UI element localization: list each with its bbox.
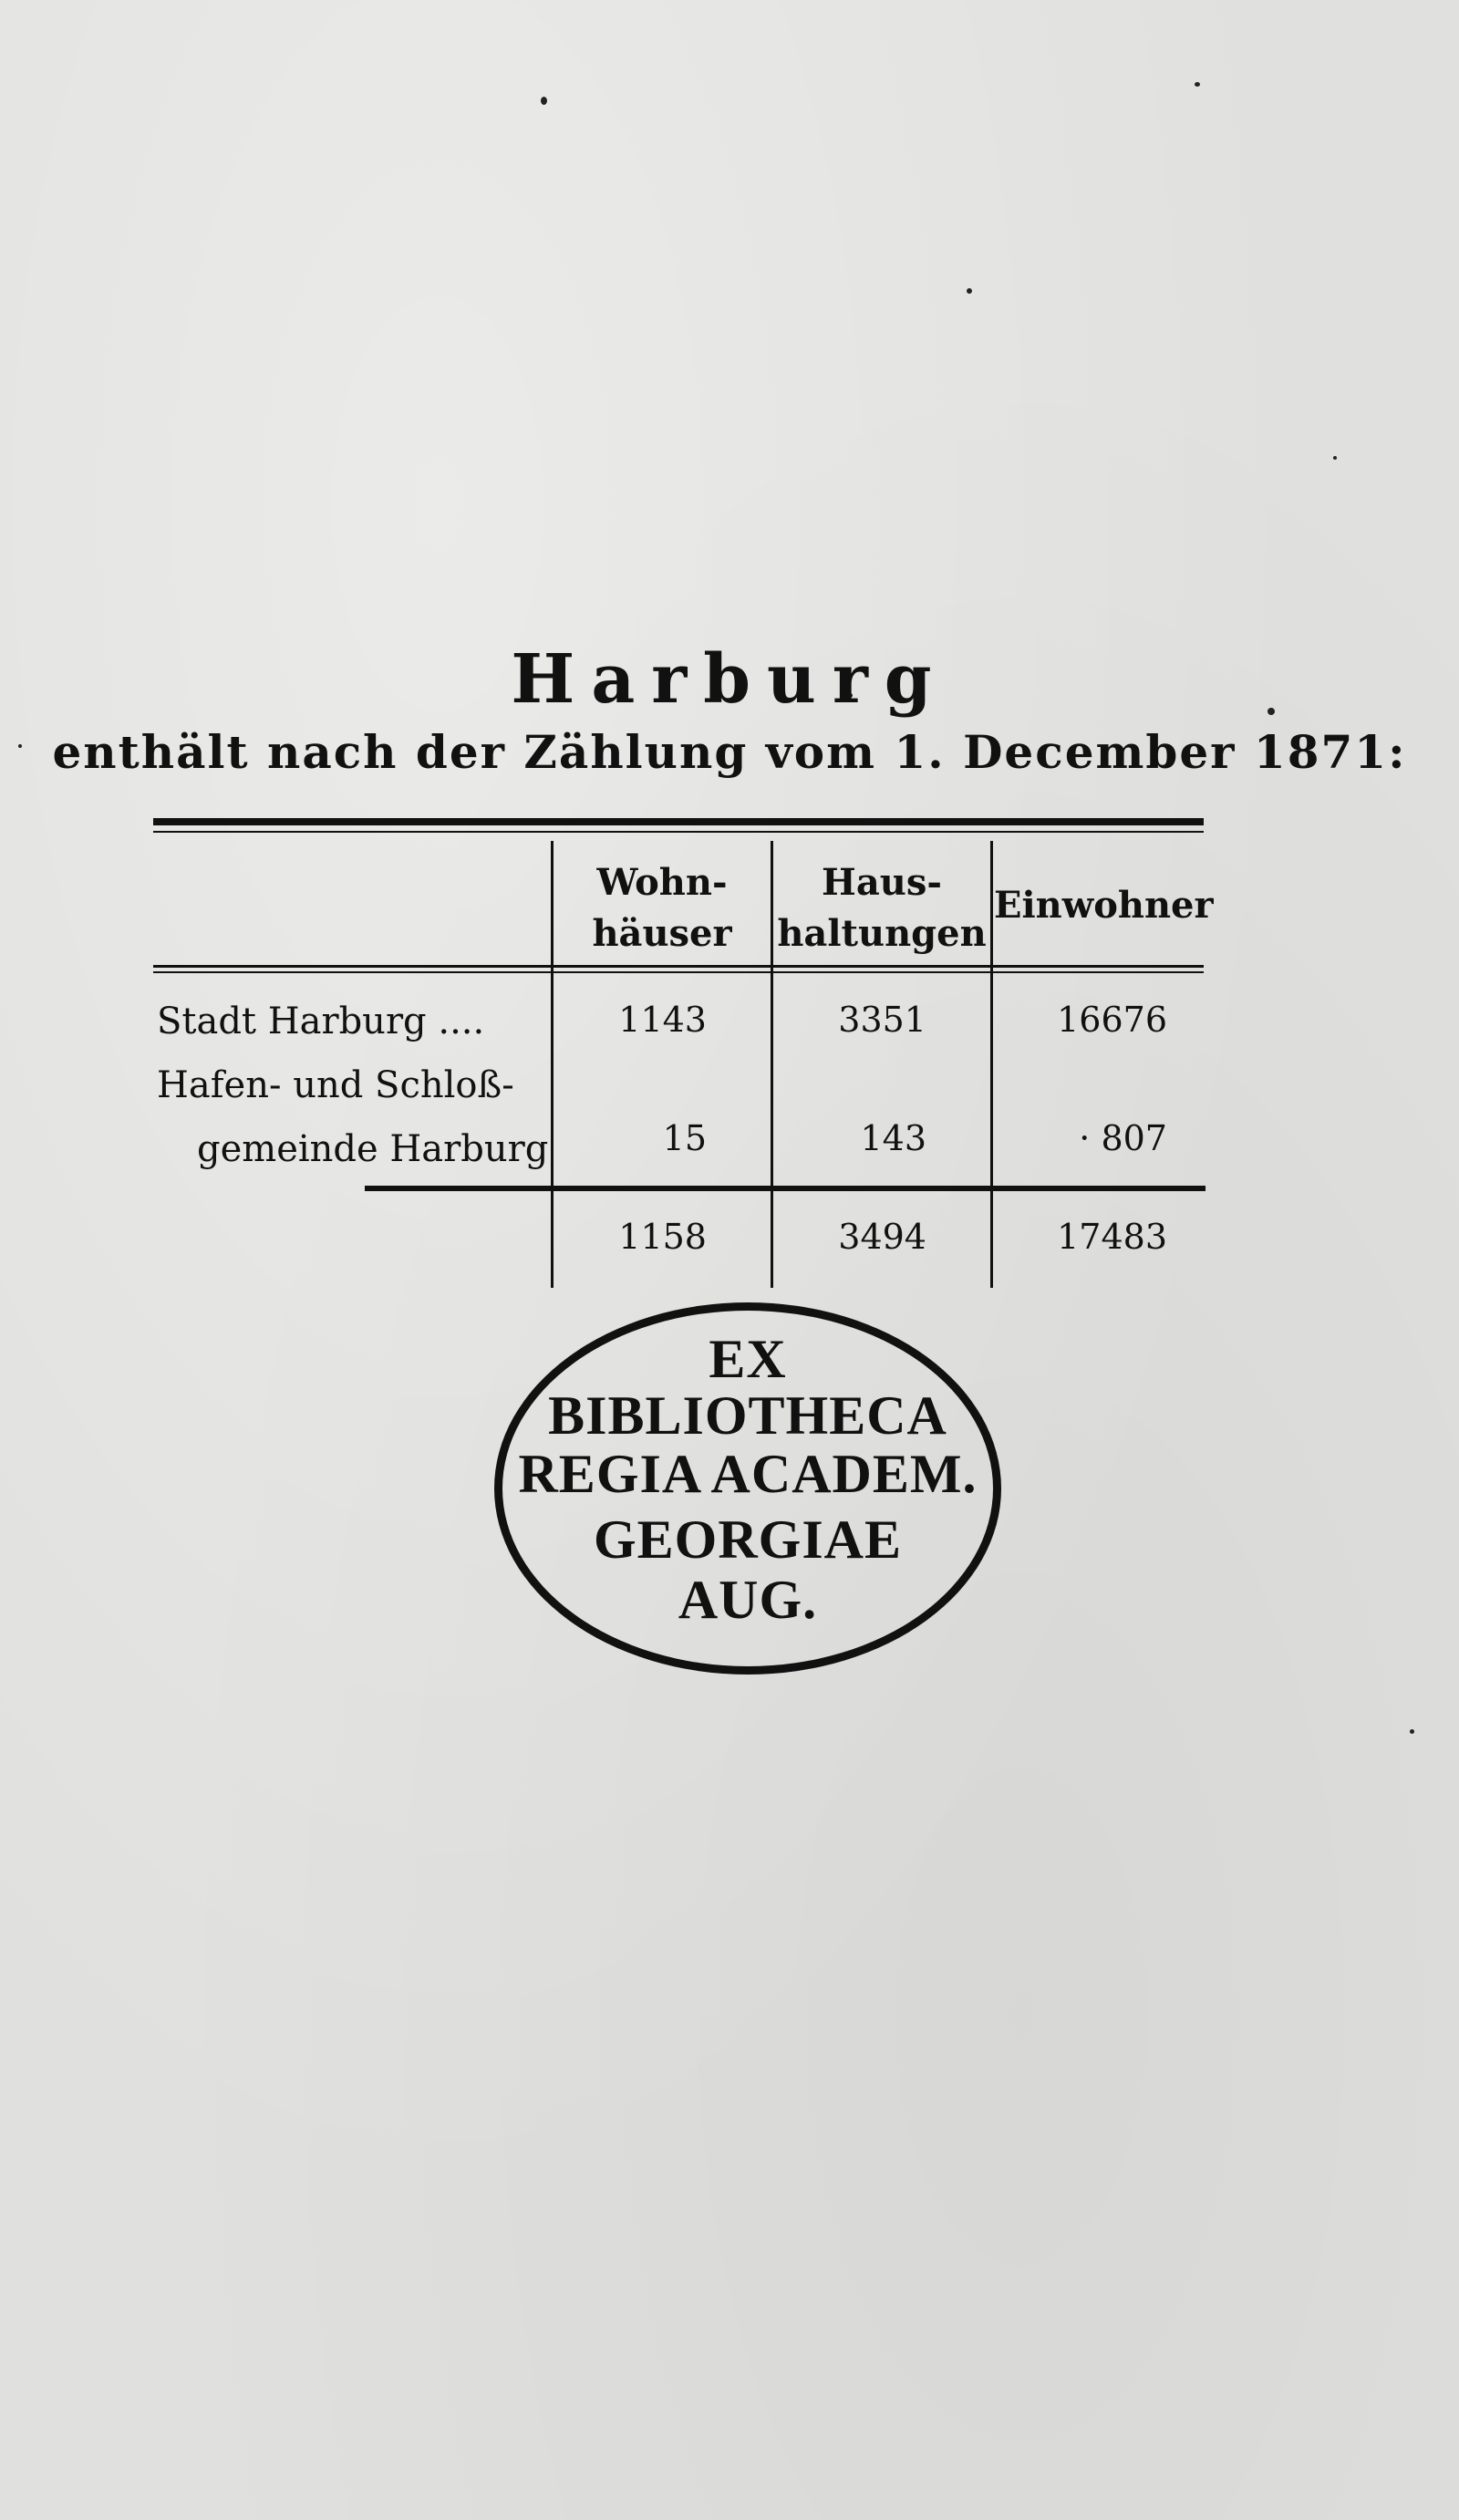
header-wohnhaeuser [556, 857, 768, 959]
header-line: häuser [592, 912, 732, 955]
table-cell: · 807 [1079, 1118, 1167, 1158]
scan-speck [967, 288, 972, 294]
totals-rule [365, 1186, 1205, 1191]
column-divider [551, 841, 554, 1288]
total-cell: 3494 [838, 1217, 926, 1257]
header-einwohner [994, 880, 1214, 931]
stamp-text: GEORGIAE [593, 1509, 903, 1570]
table-cell: 1143 [618, 1000, 707, 1040]
table-top-rule [153, 818, 1204, 825]
column-divider [771, 841, 773, 1288]
stamp-text: AUG. [678, 1570, 818, 1630]
stamp-text: REGIA ACADEM. [518, 1444, 978, 1504]
page-title: Harburg [511, 640, 948, 719]
scan-speck [541, 97, 547, 105]
column-divider [990, 841, 993, 1288]
row-label: Hafen- und Schloß- [157, 1064, 514, 1106]
table-top-thin-rule [153, 831, 1204, 833]
header-line: Einwohner [994, 884, 1214, 927]
header-bottom-rule [153, 965, 1204, 968]
stamp-text: EX [709, 1329, 787, 1389]
table-cell: 15 [662, 1118, 707, 1158]
table-cell: 3351 [838, 1000, 926, 1040]
header-line: Wohn- [596, 861, 728, 904]
page-subtitle: enthält nach der Zählung vom 1. December 1871: [52, 725, 1407, 779]
header-haushaltungen [776, 857, 988, 959]
row-label: Stadt Harburg .... [157, 1001, 485, 1042]
scan-speck [1410, 1729, 1414, 1734]
table-cell: 143 [860, 1118, 926, 1158]
total-cell: 1158 [618, 1217, 707, 1257]
total-cell: 17483 [1057, 1217, 1167, 1257]
row-label: gemeinde Harburg [197, 1128, 549, 1170]
scan-speck [1333, 456, 1337, 460]
stamp-text: BIBLIOTHECA [548, 1385, 947, 1446]
header-line: haltungen [777, 912, 987, 955]
table-cell: 16676 [1057, 1000, 1167, 1040]
scan-speck [1195, 82, 1200, 87]
header-bottom-thin-rule [153, 971, 1204, 973]
header-line: Haus- [822, 861, 942, 904]
